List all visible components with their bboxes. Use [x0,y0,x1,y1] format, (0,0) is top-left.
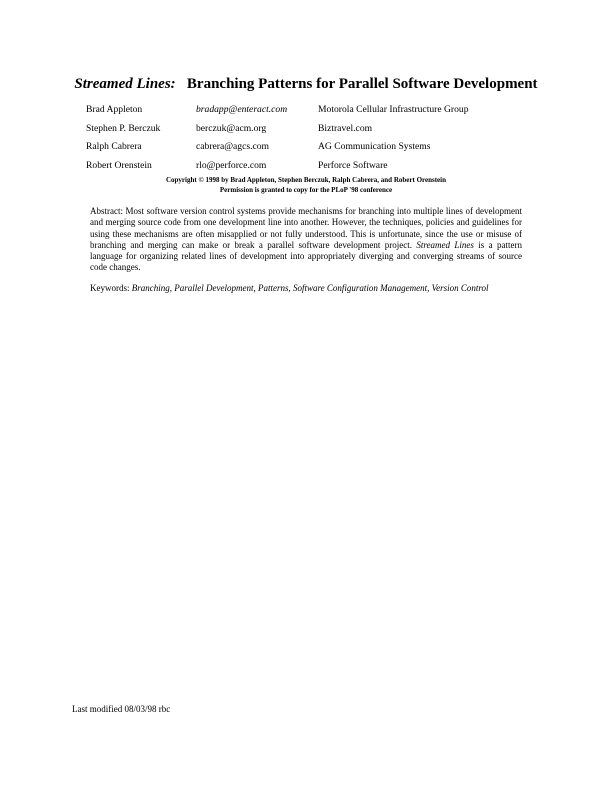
title-italic-part: Streamed Lines: [74,76,176,92]
author-email[interactable]: cabrera@agcs.com [196,141,270,152]
author-org: Biztravel.com [318,122,373,134]
author-name: Brad Appleton [86,104,143,115]
author-org: AG Communication Systems [318,141,431,152]
paper-title [0,76,612,93]
author-email[interactable]: rlo@perforce.com [196,159,267,171]
author-name: Robert Orenstein [86,159,152,171]
abstract-italic-term: Streamed Lines [416,239,474,250]
author-name: Stephen P. Berczuk [86,122,161,134]
abstract-text-after: is a pattern language for organizing related lines of development into appropriately diverging and converging streams of source code changes. [90,239,522,273]
copyright-notice [0,175,612,195]
keywords-label: Keywords: [90,283,130,293]
abstract-text-before: Most software version control systems provide mechanisms for branching into multiple lines of development and merging source code from one development line into another. However, the techniques, policies and guidelines for using these mechanisms are often misapplied or not fully understood. This is unfortunate, since the use or misuse of branching and merging can make or break a parallel software development project. [90,206,522,250]
abstract-paragraph [90,206,522,274]
copyright-line: Copyright © 1998 by Brad Appleton, Stephen Berczuk, Ralph Cabrera, and Robert Orenstein [165,176,446,184]
author-row [86,157,469,176]
author-email[interactable]: bradapp@enteract.com [196,104,288,115]
author-org: Perforce Software [318,159,388,171]
author-row [86,101,469,120]
permission-line: Permission is granted to copy for the PLoP '98 conference [219,186,393,194]
keywords-paragraph [90,283,522,294]
keywords-list: Branching, Parallel Development, Patterns, Software Configuration Management, Version Control [131,283,489,293]
author-row [86,138,469,157]
author-row [86,120,469,139]
author-name: Ralph Cabrera [86,141,142,152]
author-table [86,101,469,175]
author-org: Motorola Cellular Infrastructure Group [318,104,469,115]
last-modified-footer: Last modified 08/03/98 rbc [72,704,171,714]
title-rest: Branching Patterns for Parallel Software Development [186,76,538,92]
author-email[interactable]: berczuk@acm.org [196,122,267,134]
abstract-label: Abstract: [90,206,123,216]
title-space [179,76,183,92]
